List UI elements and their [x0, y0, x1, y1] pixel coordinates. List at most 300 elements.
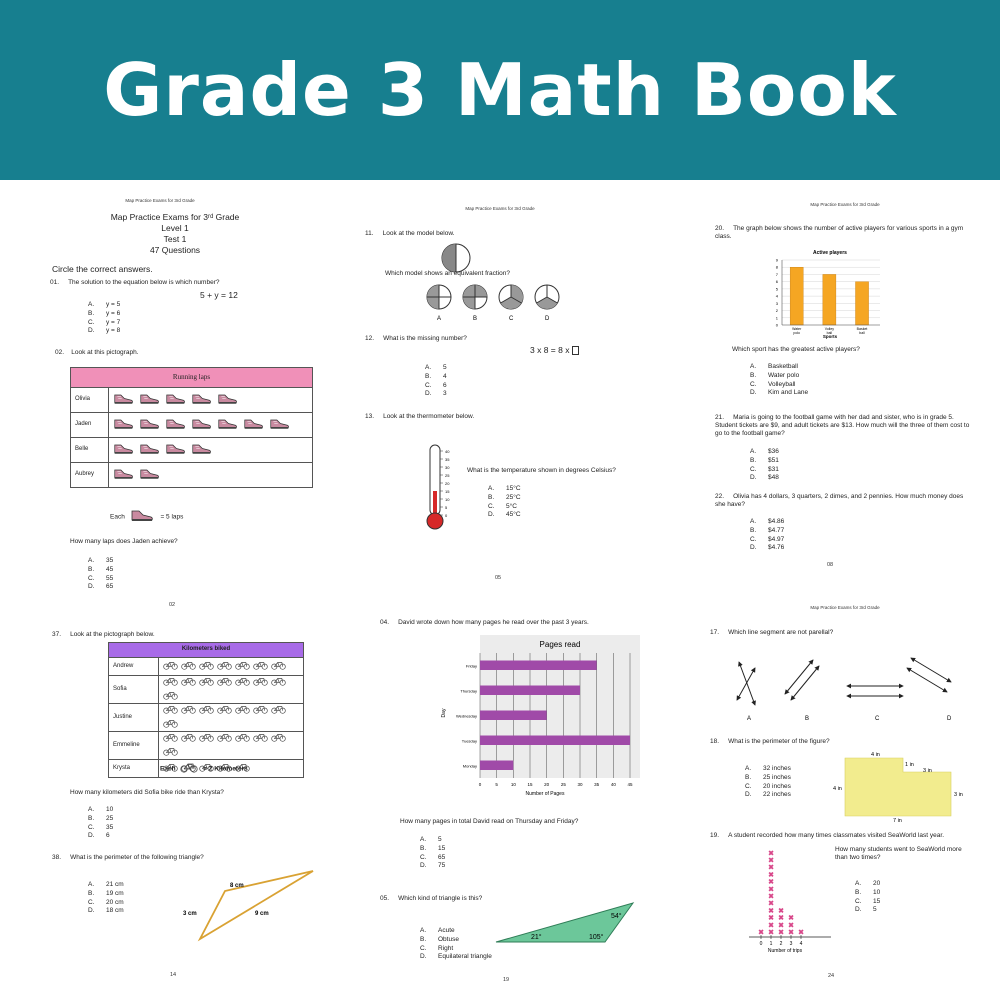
svg-text:B: B — [805, 716, 810, 722]
scalene-triangle — [175, 865, 320, 945]
side-label: 8 cm — [230, 883, 244, 889]
bicycle-icon — [181, 660, 196, 674]
obtuse-triangle — [493, 900, 638, 948]
page-number: 08 — [827, 562, 834, 568]
row-name: Krysta — [109, 760, 159, 778]
option[interactable]: B. 4 — [425, 372, 447, 380]
q38-options — [88, 881, 124, 916]
option[interactable]: C. 20 cm — [88, 898, 124, 906]
bicycle-icon — [199, 660, 214, 674]
bar — [823, 274, 836, 325]
x-mark-icon: ✖ — [798, 929, 804, 937]
sneaker-icon — [113, 467, 134, 484]
x-tick-label: 0 — [478, 782, 482, 787]
option[interactable]: C. 20 inches — [745, 782, 791, 790]
option[interactable]: B. Water polo — [750, 371, 800, 379]
x-tick-label: 3 — [789, 941, 793, 947]
q13-options — [488, 485, 521, 520]
kilometers-biked-pictograph — [108, 642, 304, 778]
x-mark-icon: ✖ — [768, 915, 774, 923]
bicycle-icon — [181, 732, 196, 746]
pictograph-key: Each = 2 Kilometers — [160, 761, 248, 776]
row-name: Justine — [109, 704, 159, 732]
sneaker-icon — [113, 442, 134, 459]
svg-text:3 in: 3 in — [923, 768, 932, 774]
page-1 — [0, 180, 345, 610]
option[interactable]: A. y = 5 — [88, 301, 121, 308]
x-mark-icon: ✖ — [768, 879, 774, 887]
q21: 21. Maria is going to the football game with her dad and sister, who is in grade 5. Student tickets are $9, and adult tickets are $13. How much will the three of them cost to go to the football game? — [715, 414, 970, 438]
option[interactable]: A. 32 inches — [745, 765, 791, 772]
x-axis-label: Number of Pages — [525, 791, 565, 797]
q17: 17. Which line segment are not parellal? — [710, 629, 834, 636]
option[interactable]: A. Basketball — [750, 363, 798, 370]
bicycle-icon — [163, 660, 178, 674]
q01-equation: 5 + y = 12 — [200, 290, 238, 300]
y-tick-label: 1 — [775, 315, 778, 321]
choice-d-circle — [535, 285, 559, 309]
bicycle-icon — [271, 732, 286, 746]
q12-options — [425, 364, 447, 399]
y-tick-label: 9 — [775, 257, 778, 263]
y-tick-label: 5 — [775, 286, 778, 292]
angle-label: 105° — [589, 934, 604, 941]
option[interactable]: D. 75 — [420, 862, 446, 870]
x-tick-label: 2 — [779, 941, 783, 947]
page-3 — [675, 180, 1000, 600]
choice-label: A — [437, 316, 442, 322]
row-name: Jaden — [71, 413, 109, 438]
y-tick-label: 7 — [775, 271, 778, 277]
option[interactable]: A. 15°C — [488, 485, 521, 492]
y-tick-label: 0 — [775, 322, 778, 328]
bar — [790, 267, 803, 325]
instruction: Circle the correct answers. — [52, 264, 153, 274]
exam-title: Map Practice Exams for 3ʳᵈ Grade — [110, 212, 240, 222]
bar — [480, 686, 580, 696]
svg-text:10: 10 — [445, 497, 450, 502]
x-tick-label: 45 — [627, 782, 633, 787]
y-axis-label: Day — [441, 708, 447, 718]
option[interactable]: B. $4.77 — [750, 526, 785, 534]
svg-text:5: 5 — [445, 505, 448, 510]
x-tick-label: 35 — [594, 782, 600, 787]
option[interactable]: C. 35 — [88, 823, 114, 831]
q12: 12. What is the missing number? — [365, 335, 467, 342]
bicycle-icon — [163, 732, 178, 746]
svg-text:D: D — [947, 716, 952, 722]
sneaker-icon — [217, 417, 238, 434]
row-icons — [159, 658, 304, 676]
running-laps-pictograph — [70, 367, 313, 488]
page-header: Map Practice Exams for 3rd Grade — [810, 605, 880, 610]
svg-text:A: A — [747, 716, 752, 722]
option[interactable]: D. y = 8 — [88, 327, 121, 335]
fraction-choices — [425, 283, 575, 323]
bicycle-icon — [235, 676, 250, 690]
x-mark-icon: ✖ — [788, 915, 794, 923]
q18-options — [745, 765, 791, 800]
page-number: 14 — [170, 972, 177, 978]
option[interactable]: A. 10 — [88, 806, 114, 813]
option[interactable]: C. 6 — [425, 381, 447, 389]
y-tick-label: Friday — [465, 663, 477, 669]
q11: 11. Look at the model below. — [365, 230, 455, 237]
option[interactable]: D. Kim and Lane — [750, 389, 809, 397]
choice-label: B — [473, 316, 478, 322]
option[interactable]: C. $4.97 — [750, 535, 785, 543]
svg-text:40: 40 — [445, 449, 450, 454]
q01-options — [88, 301, 120, 336]
q04-question: How many pages in total David read on Thursday and Friday? — [400, 818, 579, 825]
q13: 13. Look at the thermometer below. — [365, 413, 475, 420]
option[interactable]: C. $31 — [750, 465, 779, 473]
x-tick-label: 20 — [544, 782, 550, 787]
option[interactable]: D. 22 inches — [745, 791, 791, 799]
page-4 — [0, 615, 345, 985]
x-tick-label: ball — [859, 331, 865, 335]
x-tick-label: Volley — [824, 327, 835, 331]
q21-options — [750, 448, 779, 483]
bicycle-icon — [253, 676, 268, 690]
option[interactable]: B. Obtuse — [420, 935, 459, 943]
exam-level: Level 1 — [161, 223, 189, 234]
q12-equation: 3 x 8 = 8 x — [530, 345, 579, 356]
svg-text:7 in: 7 in — [893, 818, 902, 824]
q37-question: How many kilometers did Sofia bike ride than Krysta? — [70, 789, 224, 796]
option[interactable]: C. 55 — [88, 574, 114, 582]
side-label: 9 cm — [255, 911, 269, 917]
svg-text:15: 15 — [445, 489, 450, 494]
chart-title: Active players — [813, 250, 847, 256]
choice-b-circle — [463, 285, 487, 309]
sneaker-icon — [139, 392, 160, 409]
page-5 — [345, 610, 675, 985]
option[interactable]: D. 3 — [425, 390, 447, 398]
sneaker-icon — [191, 442, 212, 459]
bicycle-icon — [199, 732, 214, 746]
x-mark-icon: ✖ — [788, 922, 794, 930]
sneaker-icon — [130, 508, 154, 525]
option[interactable]: A. 5 — [425, 364, 447, 371]
bicycle-icon — [163, 746, 178, 760]
option[interactable]: C. y = 7 — [88, 318, 121, 326]
q18: 18. What is the perimeter of the figure? — [710, 738, 830, 745]
bicycle-icon — [163, 690, 178, 704]
x-mark-icon: ✖ — [768, 886, 774, 894]
bar — [480, 661, 597, 671]
x-tick-label: 40 — [610, 782, 616, 787]
option[interactable]: A. Acute — [420, 927, 455, 934]
page-number: 24 — [828, 973, 835, 979]
sneaker-icon — [217, 392, 238, 409]
q04: 04. David wrote down how many pages he read over the past 3 years. — [380, 619, 589, 626]
bar — [480, 736, 630, 746]
y-tick-label: Thursday — [460, 688, 477, 694]
option[interactable]: B. 10 — [855, 888, 881, 896]
row-name: Belle — [71, 438, 109, 463]
option[interactable]: D. 5 — [855, 906, 877, 914]
q01: 01. The solution to the equation below is which number? — [50, 279, 220, 286]
chart-title: Pages read — [539, 640, 581, 649]
choice-c-circle — [499, 285, 523, 309]
option[interactable]: A. 21 cm — [88, 881, 124, 888]
pictograph-title: Running laps — [71, 368, 313, 388]
book-title: Grade 3 Math Book — [103, 48, 897, 132]
x-mark-icon: ✖ — [788, 929, 794, 937]
choice-label: D — [545, 316, 550, 322]
sneaker-icon — [113, 392, 134, 409]
bicycle-icon — [217, 704, 232, 718]
sneaker-icon — [165, 417, 186, 434]
option[interactable]: B. 25 inches — [745, 773, 791, 781]
sneaker-icon — [139, 442, 160, 459]
title-banner — [0, 0, 1000, 180]
option[interactable]: B. 45 — [88, 565, 114, 573]
q38: 38. What is the perimeter of the following triangle? — [52, 854, 204, 861]
q20-prompt: Which sport has the greatest active players? — [732, 346, 860, 353]
row-name: Emmeline — [109, 732, 159, 760]
y-tick-label: Monday — [462, 763, 477, 769]
bar — [480, 761, 513, 771]
bicycle-icon — [163, 718, 178, 732]
page-6 — [675, 600, 1000, 985]
page-header: Map Practice Exams for 3rd Grade — [125, 198, 195, 203]
side-label: 3 cm — [183, 911, 197, 917]
bicycle-icon — [271, 660, 286, 674]
thermometer — [420, 443, 460, 533]
x-tick-label: Basket — [856, 327, 868, 331]
x-mark-icon: ✖ — [768, 850, 774, 858]
row-name: Olivia — [71, 388, 109, 413]
x-tick-label: polo — [793, 331, 801, 335]
x-mark-icon: ✖ — [778, 915, 784, 923]
bicycle-icon — [181, 704, 196, 718]
option[interactable]: D. $48 — [750, 474, 779, 482]
bicycle-icon — [217, 676, 232, 690]
svg-text:1 in: 1 in — [905, 762, 914, 768]
y-tick-label: 8 — [775, 264, 778, 270]
pages-read-chart — [435, 633, 650, 798]
exam-test: Test 1 — [163, 234, 187, 245]
line-segments — [725, 650, 975, 725]
x-axis-label: Number of trips — [767, 948, 803, 954]
option[interactable]: D. 45°C — [488, 511, 521, 519]
row-icons — [109, 463, 313, 488]
x-tick-label: Water — [792, 327, 802, 331]
q11-prompt: Which model shows an equivalent fraction? — [385, 270, 511, 277]
page-number: 02 — [169, 602, 176, 608]
x-mark-icon: ✖ — [778, 929, 784, 937]
angle-label: 21° — [531, 934, 542, 941]
sneaker-icon — [165, 442, 186, 459]
bicycle-icon — [217, 732, 232, 746]
bicycle-icon — [199, 676, 214, 690]
row-name: Sofia — [109, 676, 159, 704]
q19-prompt: How many students went to SeaWorld more than two times? — [835, 846, 962, 862]
pictograph-key: Each = 5 laps — [110, 508, 183, 525]
svg-text:20: 20 — [445, 481, 450, 486]
svg-text:3 in: 3 in — [954, 792, 963, 798]
q20: 20. The graph below shows the number of active players for various sports in a gym class. — [715, 225, 964, 241]
row-icons — [109, 388, 313, 413]
q22-options — [750, 518, 784, 553]
q02-question: How many laps does Jaden achieve? — [70, 538, 178, 545]
x-tick-label: 5 — [495, 782, 498, 787]
bicycle-icon — [217, 660, 232, 674]
q20-options — [750, 363, 808, 398]
x-mark-icon: ✖ — [768, 857, 774, 865]
option[interactable]: D. 18 cm — [88, 907, 124, 915]
bicycle-icon — [181, 676, 196, 690]
q02: 02. Look at this pictograph. — [55, 349, 139, 356]
x-tick-label: 25 — [560, 782, 566, 787]
x-mark-icon: ✖ — [768, 893, 774, 901]
bicycle-icon — [253, 732, 268, 746]
sneaker-icon — [139, 467, 160, 484]
y-tick-label: Wednesday — [455, 713, 477, 719]
x-mark-icon: ✖ — [778, 907, 784, 915]
bicycle-icon — [271, 704, 286, 718]
bicycle-icon — [235, 704, 250, 718]
x-tick-label: ball — [826, 331, 833, 335]
option[interactable]: B. 25 — [88, 814, 114, 822]
row-name: Andrew — [109, 658, 159, 676]
option[interactable]: C. 5°C — [488, 502, 517, 510]
x-mark-icon: ✖ — [768, 900, 774, 908]
option[interactable]: B. 25°C — [488, 493, 521, 501]
q04-options — [420, 836, 445, 871]
bicycle-icon — [235, 732, 250, 746]
x-mark-icon: ✖ — [768, 871, 774, 879]
y-tick-label: 2 — [775, 308, 778, 314]
y-tick-label: 3 — [775, 300, 778, 306]
x-mark-icon: ✖ — [768, 864, 774, 872]
sneaker-icon — [139, 417, 160, 434]
bicycle-icon — [180, 761, 198, 776]
q37-options — [88, 806, 113, 841]
bicycle-icon — [253, 660, 268, 674]
choice-a-circle — [427, 285, 451, 309]
option[interactable]: A. 5 — [420, 836, 442, 843]
angle-label: 54° — [611, 913, 622, 920]
bicycle-icon — [199, 704, 214, 718]
option[interactable]: B. 15 — [420, 844, 446, 852]
svg-text:35: 35 — [445, 457, 450, 462]
svg-text:0: 0 — [445, 513, 448, 518]
option[interactable]: D. 65 — [88, 583, 114, 591]
option[interactable]: B. $51 — [750, 456, 779, 464]
seaworld-line-plot — [745, 844, 835, 956]
x-mark-icon: ✖ — [758, 929, 764, 937]
bar — [856, 282, 869, 325]
sneaker-icon — [243, 417, 264, 434]
sneaker-icon — [191, 392, 212, 409]
q37: 37. Look at the pictograph below. — [52, 631, 155, 638]
y-tick-label: Tuesday — [461, 738, 477, 744]
q19-options — [855, 880, 880, 915]
bar — [480, 711, 547, 721]
row-name: Aubrey — [71, 463, 109, 488]
q13-prompt: What is the temperature shown in degrees Celsius? — [467, 467, 616, 474]
page-2 — [345, 180, 675, 610]
option[interactable]: A. $36 — [750, 448, 779, 455]
row-icons — [109, 438, 313, 463]
x-tick-label: 1 — [769, 941, 773, 947]
q02-options — [88, 557, 113, 592]
page-number: 05 — [495, 575, 502, 581]
svg-text:4 in: 4 in — [871, 752, 880, 758]
x-mark-icon: ✖ — [778, 922, 784, 930]
option[interactable]: A. 20 — [855, 880, 881, 887]
x-mark-icon: ✖ — [768, 922, 774, 930]
row-icons — [159, 732, 304, 760]
row-icons — [159, 676, 304, 704]
x-tick-label: 30 — [577, 782, 583, 787]
page-header: Map Practice Exams for 3rd Grade — [465, 206, 535, 211]
bicycle-icon — [253, 704, 268, 718]
option[interactable]: D. $4.76 — [750, 544, 785, 552]
bicycle-icon — [163, 676, 178, 690]
sneaker-icon — [191, 417, 212, 434]
q19: 19. A student recorded how many times classmates visited SeaWorld last year. — [710, 832, 944, 839]
bicycle-icon — [163, 704, 178, 718]
row-icons — [159, 704, 304, 732]
y-tick-label: 4 — [775, 293, 778, 299]
sneaker-icon — [165, 392, 186, 409]
option[interactable]: D. Equilateral triangle — [420, 953, 492, 961]
sneaker-icon — [269, 417, 290, 434]
option[interactable]: C. 15 — [855, 897, 881, 905]
q05-options — [420, 927, 492, 962]
x-mark-icon: ✖ — [768, 929, 774, 937]
svg-text:25: 25 — [445, 473, 450, 478]
option[interactable]: C. Right — [420, 944, 454, 952]
composite-figure — [833, 750, 968, 825]
x-axis-label: Sports — [822, 334, 838, 339]
choice-label: C — [509, 316, 514, 322]
row-icons — [109, 413, 313, 438]
option[interactable]: A. 35 — [88, 557, 114, 564]
option[interactable]: C. 65 — [420, 853, 446, 861]
svg-text:4 in: 4 in — [833, 786, 842, 792]
q05: 05. Which kind of triangle is this? — [380, 895, 483, 902]
page-header: Map Practice Exams for 3rd Grade — [810, 202, 880, 207]
x-tick-label: 4 — [799, 941, 803, 947]
svg-text:30: 30 — [445, 465, 450, 470]
blank-box[interactable] — [572, 346, 579, 355]
y-tick-label: 6 — [775, 279, 778, 285]
pictograph-title: Kilometers biked — [109, 643, 304, 658]
option[interactable]: B. y = 6 — [88, 309, 121, 317]
q22: 22. Olivia has 4 dollars, 3 quarters, 2 dimes, and 2 pennies. How much money does she have? — [715, 493, 964, 509]
active-players-chart — [760, 245, 885, 340]
option[interactable]: C. Volleyball — [750, 380, 796, 388]
bicycle-icon — [235, 660, 250, 674]
exam-question-count: 47 Questions — [149, 245, 201, 256]
x-tick-label: 0 — [759, 941, 763, 947]
bicycle-icon — [271, 676, 286, 690]
option[interactable]: D. 6 — [88, 832, 110, 840]
x-tick-label: 15 — [527, 782, 533, 787]
page-number: 19 — [503, 977, 510, 983]
sneaker-icon — [113, 417, 134, 434]
option[interactable]: A. $4.86 — [750, 518, 785, 525]
option[interactable]: B. 19 cm — [88, 889, 124, 897]
svg-text:C: C — [875, 716, 880, 722]
x-mark-icon: ✖ — [768, 907, 774, 915]
x-tick-label: 10 — [510, 782, 516, 787]
